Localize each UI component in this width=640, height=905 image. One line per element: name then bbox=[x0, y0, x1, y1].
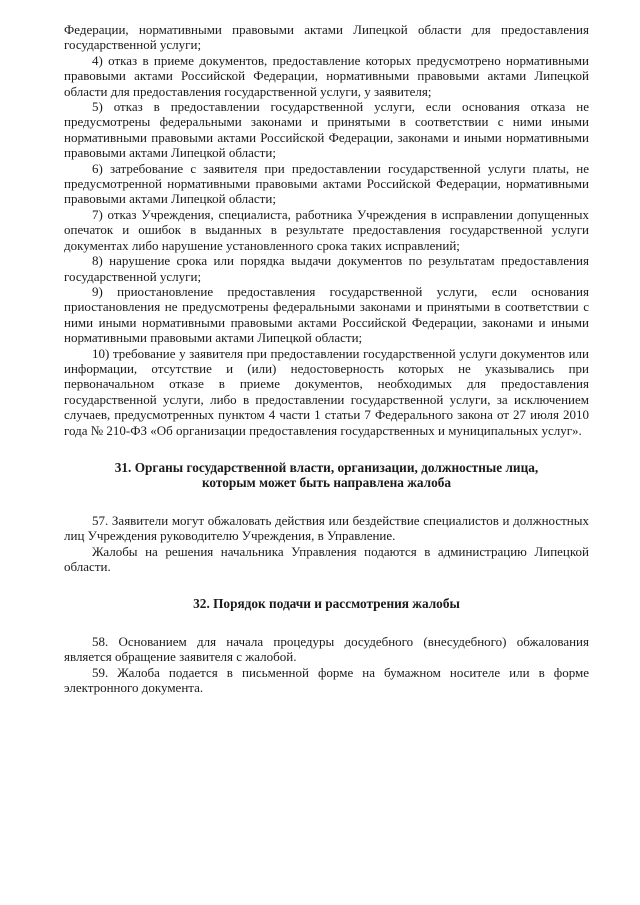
paragraph-item-9: 9) приостановление предоставления государственной услуги, если основания приостановления не предусмотрены федеральными законами и принятыми в соответствии с ними иными нормативными правовыми актами Российской Федерации, законами и иными нормативными правовыми актами Липецкой области; bbox=[64, 283, 589, 346]
spacer bbox=[64, 574, 589, 596]
section-32-heading: 32. Порядок подачи и рассмотрения жалобы bbox=[193, 596, 460, 612]
paragraph-item-4: 4) отказ в приеме документов, предоставление которых предусмотрено нормативными правовыми актами Российской Федерации, нормативными правовыми актами Липецкой области для предоставления государственной услуги, у заявителя; bbox=[64, 52, 589, 99]
paragraph-item-6: 6) затребование с заявителя при предоставлении государственной услуги платы, не предусмотренной нормативными правовыми актами Российской Федерации, нормативными правовыми актами Липецкой области; bbox=[64, 160, 589, 207]
document-page bbox=[64, 22, 589, 695]
paragraph-item-7: 7) отказ Учреждения, специалиста, работника Учреждения в исправлении допущенных опечаток и ошибок в выданных в результате предоставления государственной услуги документах либо нарушение установленного срока таких исправлений; bbox=[64, 206, 589, 253]
spacer bbox=[64, 491, 589, 513]
spacer bbox=[64, 438, 589, 460]
paragraph-57: 57. Заявители могут обжаловать действия или бездействие специалистов и должностных лиц Учреждения руководителю Учреждения, в Управление. bbox=[64, 512, 589, 544]
paragraph-continuation: Федерации, нормативными правовыми актами Липецкой области для предоставления государственной услуги; bbox=[64, 22, 589, 53]
paragraph-59: 59. Жалоба подается в письменной форме на бумажном носителе или в форме электронного документа. bbox=[64, 664, 589, 696]
paragraph-58: 58. Основанием для начала процедуры досудебного (внесудебного) обжалования является обращение заявителя с жалобой. bbox=[64, 633, 589, 665]
paragraph-57-complaints: Жалобы на решения начальника Управления подаются в администрацию Липецкой области. bbox=[64, 543, 589, 574]
section-31-heading-line-1: 31. Органы государственной власти, организации, должностные лица, bbox=[114, 459, 539, 475]
spacer bbox=[64, 612, 589, 634]
section-31-heading-line-2: которым может быть направлена жалоба bbox=[201, 475, 452, 491]
paragraph-item-5: 5) отказ в предоставлении государственной услуги, если основания отказа не предусмотрены федеральными законами и принятыми в соответствии с ними иными нормативными правовыми актами Российской Федерации, законами и иными нормативными правовыми актами Липецкой области; bbox=[64, 99, 589, 161]
paragraph-item-10: 10) требование у заявителя при предоставлении государственной услуги документов или информации, отсутствие и (или) недостоверность которых не указывались при первоначальном отказе в приеме документов, необходимых для предоставления государственной услуги, либо в предоставлении государственной услуги, за исключением случаев, предусмотренных пунктом 4 части 1 статьи 7 Федерального закона от 27 июля 2010 года № 210-ФЗ «Об организации предоставления государственных и муниципальных услуг». bbox=[64, 345, 589, 438]
paragraph-item-8: 8) нарушение срока или порядка выдачи документов по результатам предоставления государственной услуги; bbox=[64, 253, 589, 284]
